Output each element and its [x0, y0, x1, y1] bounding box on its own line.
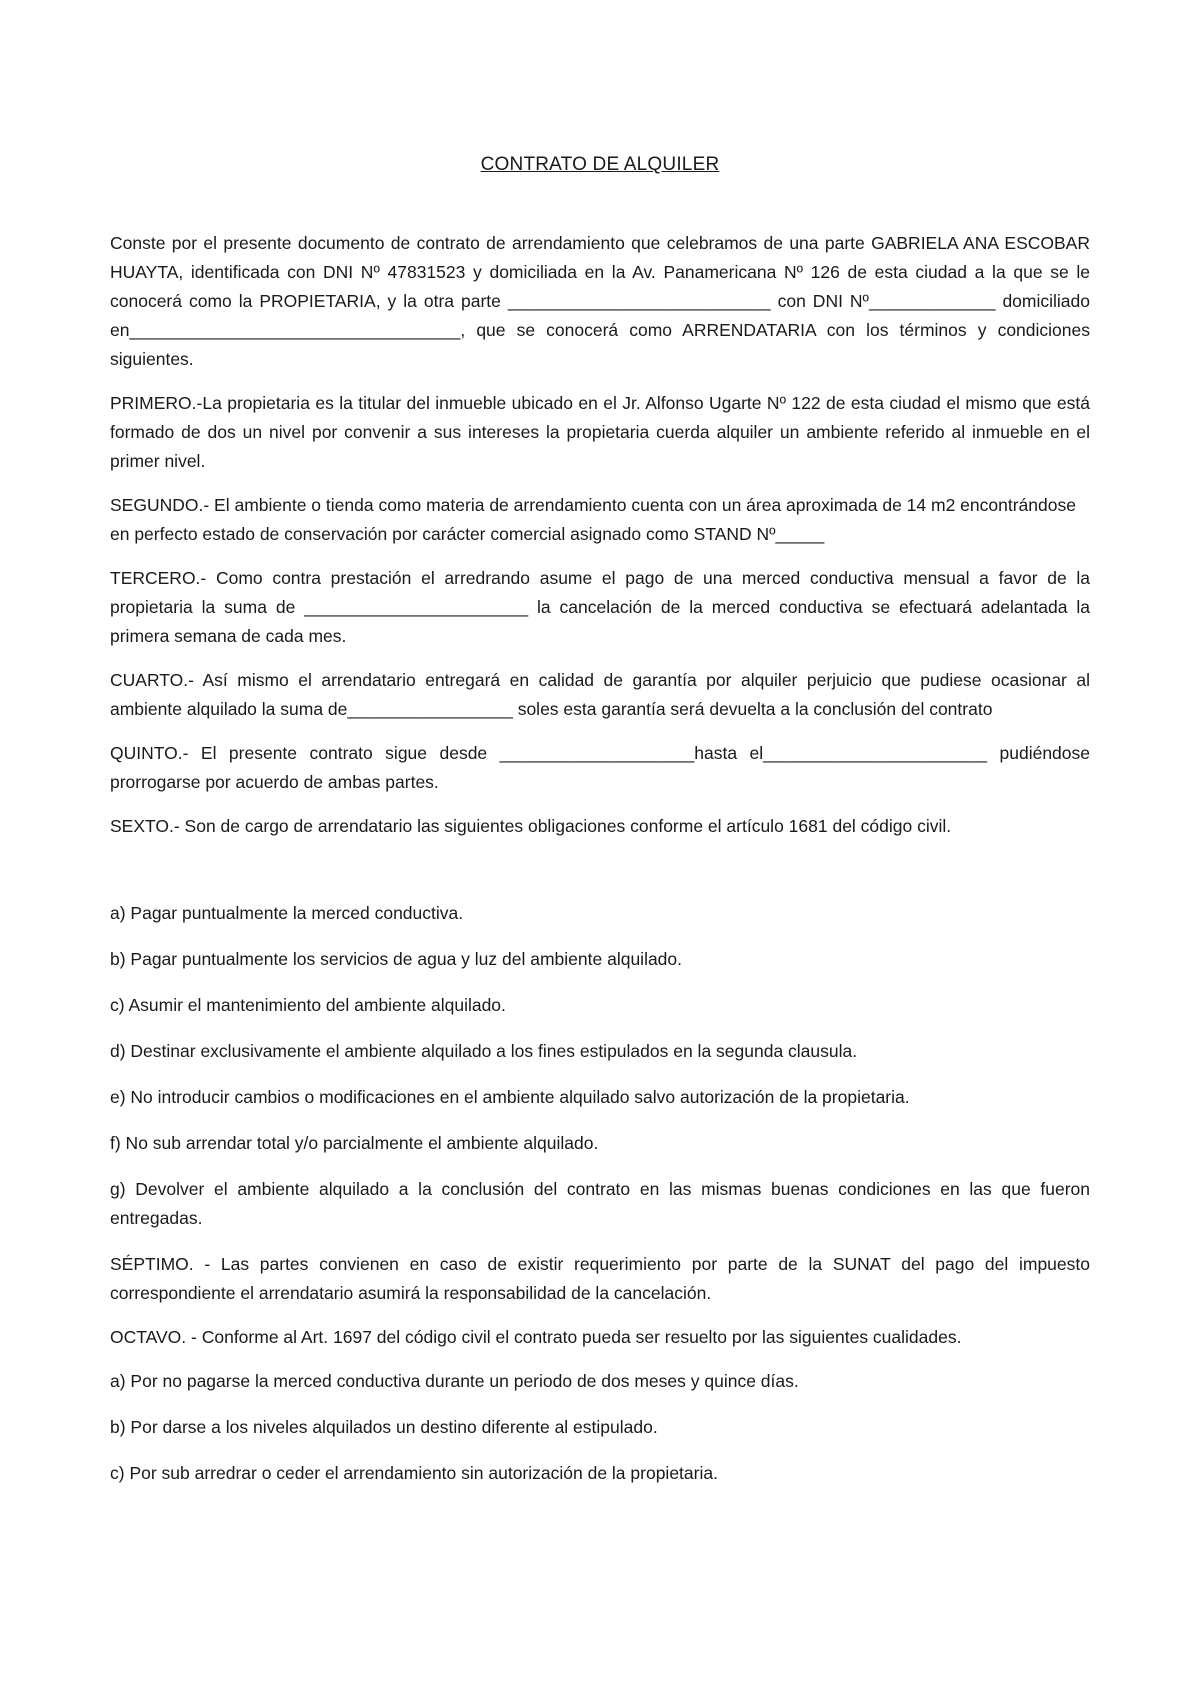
list-item: b) Por darse a los niveles alquilados un destino diferente al estipulado. [110, 1417, 658, 1437]
list-item: f) No sub arrendar total y/o parcialmente el ambiente alquilado. [110, 1133, 599, 1153]
clause-cuarto: CUARTO.- Así mismo el arrendatario entregará en calidad de garantía por alquiler perjuicio que pudiese ocasionar al ambiente alquilado la suma de_________________ soles esta garantía será devuelta a la conclusión del contrato [110, 670, 1090, 719]
clause-primero: PRIMERO.-La propietaria es la titular del inmueble ubicado en el Jr. Alfonso Ugarte Nº 122 de esta ciudad el mismo que está formado de dos un nivel por convenir a sus intereses la propietaria cuerda alquiler un ambiente referido al inmueble en el primer nivel. [110, 393, 1090, 471]
list-item: c) Por sub arredrar o ceder el arrendamiento sin autorización de la propietaria. [110, 1463, 718, 1483]
clause-septimo: SÉPTIMO. - Las partes convienen en caso de existir requerimiento por parte de la SUNAT del pago del impuesto correspondiente el arrendatario asumirá la responsabilidad de la cancelación. [110, 1254, 1090, 1303]
intro-paragraph: Conste por el presente documento de contrato de arrendamiento que celebramos de una parte GABRIELA ANA ESCOBAR HUAYTA, identificada con DNI Nº 47831523 y domiciliada en la Av. Panamericana Nº 126 de esta ciudad a la que se le conocerá como la PROPIETARIA, y la otra parte ___________________________ con DNI Nº_____________ domiciliado en__________________________________, que se conocerá como ARRENDATARIA con los términos y condiciones siguientes. [110, 233, 1090, 369]
clause-segundo: SEGUNDO.- El ambiente o tienda como materia de arrendamiento cuenta con un área aproximada de 14 m2 encontrándose en perfecto estado de conservación por carácter comercial asignado como STAND Nº_____ [110, 495, 1076, 544]
obligations-list [110, 899, 1090, 1233]
clause-tercero: TERCERO.- Como contra prestación el arredrando asume el pago de una merced conductiva mensual a favor de la propietaria la suma de _______________________ la cancelación de la merced conductiva se efectuará adelantada la primera semana de cada mes. [110, 568, 1090, 646]
clause-quinto: QUINTO.- El presente contrato sigue desde ____________________hasta el_______________________ pudiéndose prorrogarse por acuerdo de ambas partes. [110, 743, 1090, 792]
list-item: e) No introducir cambios o modificaciones en el ambiente alquilado salvo autorización de la propietaria. [110, 1087, 910, 1107]
list-item: a) Pagar puntualmente la merced conductiva. [110, 903, 464, 923]
clause-sexto: SEXTO.- Son de cargo de arrendatario las siguientes obligaciones conforme el artículo 1681 del código civil. [110, 816, 952, 836]
document-page [110, 150, 1090, 1505]
list-item: a) Por no pagarse la merced conductiva durante un periodo de dos meses y quince días. [110, 1371, 799, 1391]
termination-causes-list [110, 1367, 1090, 1488]
list-item: d) Destinar exclusivamente el ambiente alquilado a los fines estipulados en la segunda clausula. [110, 1041, 858, 1061]
document-title: CONTRATO DE ALQUILER [480, 154, 720, 175]
list-item: b) Pagar puntualmente los servicios de agua y luz del ambiente alquilado. [110, 949, 683, 969]
clause-octavo: OCTAVO. - Conforme al Art. 1697 del código civil el contrato pueda ser resuelto por las siguientes cualidades. [110, 1327, 962, 1347]
list-item: c) Asumir el mantenimiento del ambiente alquilado. [110, 995, 506, 1015]
list-item: g) Devolver el ambiente alquilado a la conclusión del contrato en las mismas buenas condiciones en las que fueron entregadas. [110, 1179, 1090, 1228]
